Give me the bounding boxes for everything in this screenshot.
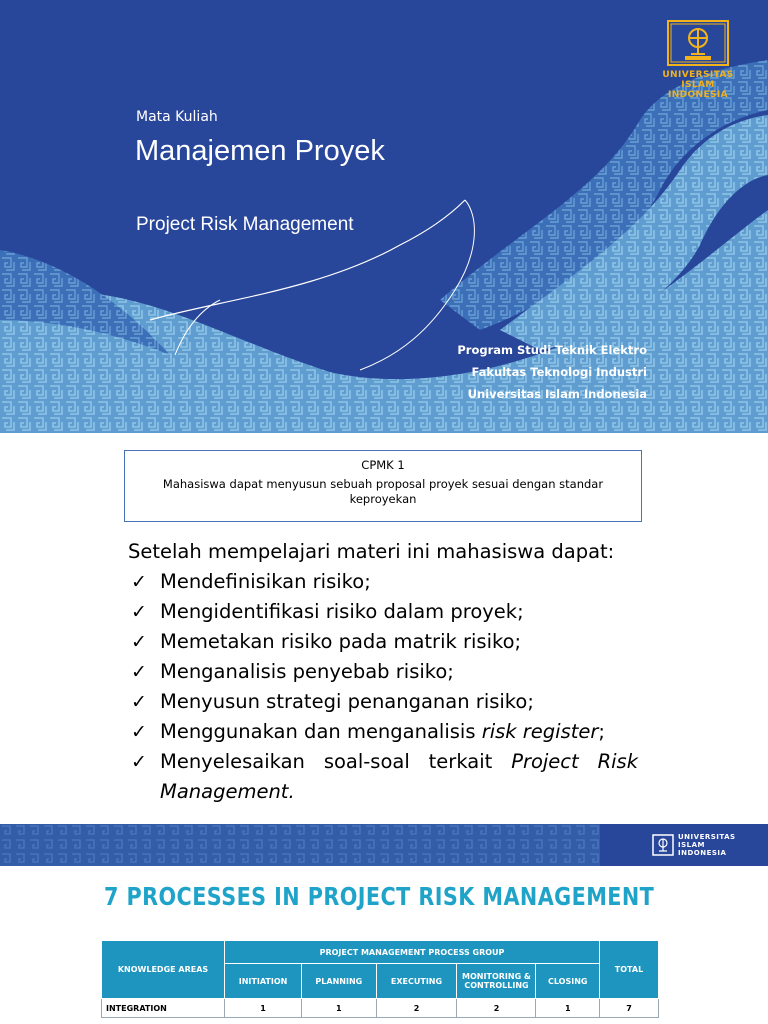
item-text: Menganalisis penyebab risiko; [160, 660, 454, 683]
processes-table [101, 940, 659, 1018]
program-line: Universitas Islam Indonesia [467, 387, 647, 401]
program-line: Fakultas Teknologi Industri [471, 365, 647, 379]
logo-line: ISLAM [681, 80, 715, 90]
item-text: Mengidentifikasi risiko dalam proyek; [160, 600, 524, 623]
list-item [128, 657, 638, 687]
total-header: TOTAL [600, 941, 659, 999]
topic-title: Project Risk Management [136, 214, 354, 235]
item-text: Menyelesaikan soal-soal terkait [160, 750, 512, 773]
title-slide [0, 0, 768, 433]
checkmark-icon: ✓ [131, 661, 147, 683]
university-logo-small [652, 833, 736, 857]
checkmark-icon: ✓ [131, 691, 147, 713]
university-seal-icon [667, 20, 729, 66]
logo-line: INDONESIA [678, 849, 727, 857]
item-text: Menyusun strategi penanganan risiko; [160, 690, 534, 713]
learning-outcomes [128, 537, 638, 807]
slide-title: 7 PROCESSES IN PROJECT RISK MANAGEMENT [104, 882, 655, 911]
item-emphasis: Project Risk Management. [160, 750, 638, 803]
column-header: CLOSING [536, 964, 600, 999]
list-item [128, 567, 638, 597]
logo-line: INDONESIA [667, 90, 729, 100]
course-title: Manajemen Proyek [135, 135, 385, 167]
item-text: ; [598, 720, 605, 743]
outcomes-intro: Setelah mempelajari materi ini mahasiswa dapat: [128, 540, 615, 563]
item-text: Mendefinisikan risiko; [160, 570, 371, 593]
list-item [128, 747, 638, 807]
item-text: Menggunakan dan menganalisis [160, 720, 482, 743]
process-group-header: PROJECT MANAGEMENT PROCESS GROUP [225, 941, 600, 964]
decorative-wave-pattern [0, 0, 768, 433]
objectives-slide [0, 433, 768, 815]
table-cell-area: INTEGRATION [102, 999, 225, 1018]
program-info [457, 339, 647, 405]
item-emphasis: risk register [481, 720, 599, 743]
item-text: Memetakan risiko pada matrik risiko; [160, 630, 522, 653]
slide-header-band [0, 824, 768, 866]
list-item [128, 597, 638, 627]
table-cell-total: 7 [600, 999, 659, 1018]
table-cell: 1 [225, 999, 302, 1018]
table-cell: 2 [457, 999, 536, 1018]
cpmk-description: Mahasiswa dapat menyusun sebuah proposal proyek sesuai dengan standar keproyekan [162, 477, 604, 506]
list-item [128, 627, 638, 657]
cpmk-box [124, 450, 642, 522]
table-cell: 1 [536, 999, 600, 1018]
outcomes-list [128, 567, 638, 807]
checkmark-icon: ✓ [131, 721, 147, 743]
cpmk-title: CPMK 1 [361, 458, 405, 472]
list-item [128, 717, 638, 747]
logo-line: ISLAM [678, 841, 705, 849]
column-header: PLANNING [302, 964, 376, 999]
table-cell: 1 [302, 999, 376, 1018]
university-logo [656, 20, 740, 100]
logo-line: UNIVERSITAS [678, 833, 736, 841]
program-line: Program Studi Teknik Elektro [457, 343, 647, 357]
checkmark-icon: ✓ [131, 571, 147, 593]
column-header: MONITORING & CONTROLLING [457, 964, 536, 999]
processes-slide [0, 824, 768, 1024]
table-cell: 2 [376, 999, 457, 1018]
knowledge-areas-header: KNOWLEDGE AREAS [102, 941, 225, 999]
table-row [102, 999, 659, 1018]
checkmark-icon: ✓ [131, 631, 147, 653]
checkmark-icon: ✓ [131, 601, 147, 623]
checkmark-icon: ✓ [131, 751, 147, 773]
column-header: EXECUTING [376, 964, 457, 999]
logo-line: UNIVERSITAS [662, 70, 734, 80]
university-seal-icon [652, 834, 674, 856]
list-item [128, 687, 638, 717]
column-header: INITIATION [225, 964, 302, 999]
course-label: Mata Kuliah [136, 109, 218, 125]
